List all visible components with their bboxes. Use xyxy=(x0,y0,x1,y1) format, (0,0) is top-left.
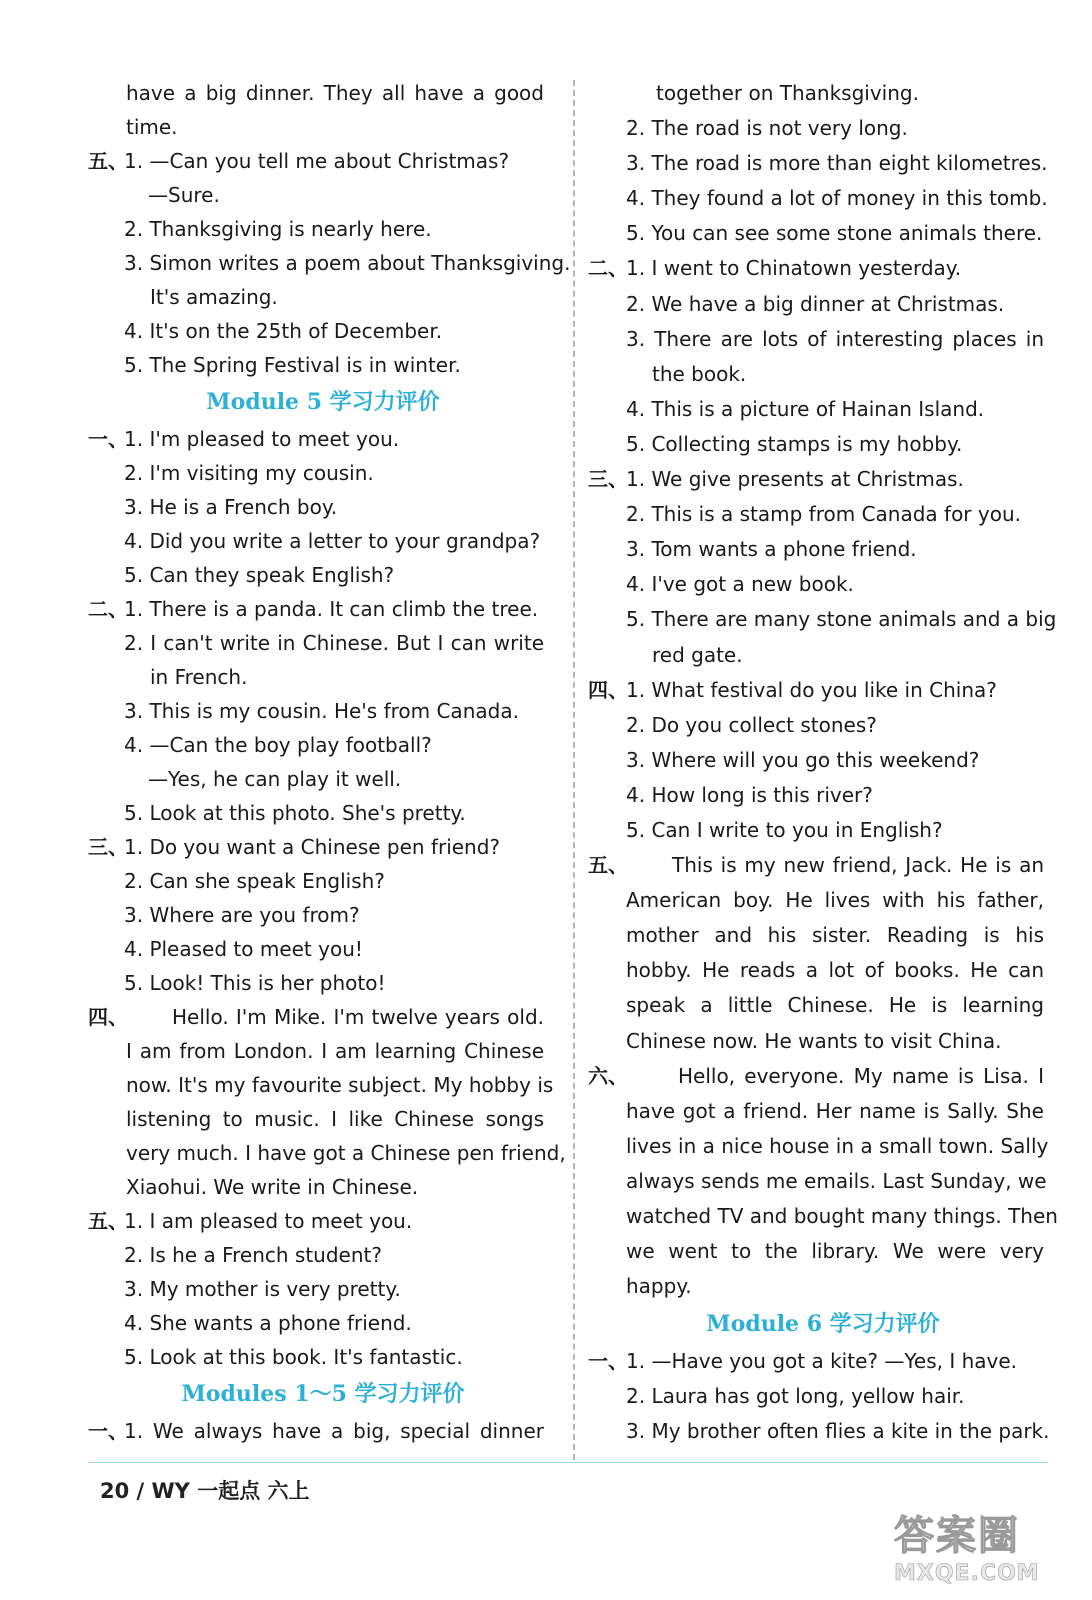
answer-line xyxy=(88,660,558,694)
section-heading: Module 5 学习力评价 xyxy=(206,389,440,415)
answer-text: 1. Do you want a Chinese pen friend? xyxy=(124,835,501,859)
answer-text: Xiaohui. We write in Chinese. xyxy=(126,1175,419,1199)
answer-line xyxy=(88,1136,566,1170)
answer-text: 4. She wants a phone friend. xyxy=(124,1311,412,1335)
answer-line xyxy=(588,1414,1058,1449)
answer-text: have got a friend. Her name is Sally. She xyxy=(626,1098,1044,1123)
answer-text: 1. —Can you tell me about Christmas? xyxy=(124,149,510,173)
answer-text: mother and his sister. Reading is his xyxy=(626,923,1044,948)
answer-line xyxy=(588,813,1058,848)
answer-line xyxy=(588,1164,1058,1199)
question-marker: 一、 xyxy=(88,427,128,451)
question-marker: 二、 xyxy=(88,597,128,621)
answer-line xyxy=(88,558,558,592)
answer-text: 1. What festival do you like in China? xyxy=(626,677,997,702)
answer-text: together on Thanksgiving. xyxy=(656,81,919,105)
answer-line xyxy=(88,728,558,762)
answer-line xyxy=(588,988,1058,1023)
answer-line xyxy=(588,1129,1058,1164)
answer-text: Hello, everyone. My name is Lisa. I xyxy=(678,1063,1044,1088)
answer-line xyxy=(588,743,1058,778)
answer-line xyxy=(88,1068,558,1102)
answer-text: —Yes, he can play it well. xyxy=(148,767,402,791)
answer-line xyxy=(88,422,558,456)
section-heading: Module 6 学习力评价 xyxy=(706,1311,940,1338)
answer-text: always sends me emails. Last Sunday, we xyxy=(626,1168,1047,1193)
question-marker: 三、 xyxy=(588,467,628,492)
answer-text: 4. How long is this river? xyxy=(626,782,873,807)
answer-line xyxy=(88,966,558,1000)
answer-line xyxy=(588,778,1058,813)
answer-line xyxy=(588,1379,1058,1414)
answer-text: 4. Did you write a letter to your grandpa? xyxy=(124,529,541,553)
answer-text: have a big dinner. They all have a good xyxy=(126,81,544,105)
answer-text: 3. He is a French boy. xyxy=(124,495,338,519)
answer-line xyxy=(88,456,558,490)
answer-line xyxy=(588,567,1058,602)
answer-line xyxy=(588,111,1058,146)
answer-text: 2. Can she speak English? xyxy=(124,869,385,893)
answer-line xyxy=(588,918,1058,953)
answer-line xyxy=(88,864,558,898)
answer-text: speak a little Chinese. He is learning xyxy=(626,993,1044,1018)
answer-text: 5. The Spring Festival is in winter. xyxy=(124,353,461,377)
answer-text: now. It's my favourite subject. My hobby is xyxy=(126,1073,554,1097)
answer-line xyxy=(88,1340,558,1374)
answer-text: the book. xyxy=(652,361,747,386)
answer-line xyxy=(588,146,1058,181)
answer-text: hobby. He reads a lot of books. He can xyxy=(626,958,1044,983)
answer-line xyxy=(588,953,1058,988)
answer-line xyxy=(588,1234,1058,1269)
answer-line xyxy=(88,144,558,178)
answer-text: 2. Thanksgiving is nearly here. xyxy=(124,217,432,241)
answer-line xyxy=(588,181,1058,216)
answer-line xyxy=(88,1034,558,1068)
watermark-logo xyxy=(894,1504,1064,1596)
answer-text: 3. There are lots of interesting places in xyxy=(626,326,1044,351)
answer-line xyxy=(88,898,558,932)
answer-text: 3. The road is more than eight kilometres. xyxy=(626,151,1048,176)
answer-line xyxy=(88,1238,558,1272)
section-heading: Modules 1～5 学习力评价 xyxy=(181,1381,465,1407)
answer-text: time. xyxy=(126,115,178,139)
question-marker: 五、 xyxy=(588,853,628,878)
left-column xyxy=(88,76,571,1448)
answer-text: 2. I'm visiting my cousin. xyxy=(124,461,374,485)
answer-line xyxy=(588,76,1058,111)
answer-text: 1. We give presents at Christmas. xyxy=(626,467,964,492)
page-footer: 20 / WY 一起点 六上 xyxy=(100,1479,310,1503)
column-divider xyxy=(573,80,575,1460)
answer-line xyxy=(588,1344,1058,1379)
answer-text: 2. Is he a French student? xyxy=(124,1243,382,1267)
answer-line xyxy=(88,76,558,110)
answer-line xyxy=(88,932,558,966)
answer-text: 2. Do you collect stones? xyxy=(626,712,877,737)
answer-text: 3. This is my cousin. He's from Canada. xyxy=(124,699,519,723)
answer-line xyxy=(88,796,558,830)
answer-line xyxy=(588,497,1058,532)
answer-text: 4. Pleased to meet you! xyxy=(124,937,363,961)
answer-line xyxy=(88,1102,558,1136)
answer-line xyxy=(88,110,558,144)
answer-text: 5. Look! This is her photo! xyxy=(124,971,386,995)
answer-text: red gate. xyxy=(652,642,743,667)
watermark-url: MXQE.COM xyxy=(894,1561,1040,1586)
answer-text: 4. This is a picture of Hainan Island. xyxy=(626,396,985,421)
answer-line xyxy=(588,1199,1058,1234)
footer-rule xyxy=(88,1462,1048,1463)
answer-line xyxy=(588,216,1058,251)
answer-text: 4. —Can the boy play football? xyxy=(124,733,432,757)
answer-line xyxy=(588,462,1058,497)
question-marker: 三、 xyxy=(88,835,128,859)
answer-text: 5. There are many stone animals and a big xyxy=(626,607,1057,632)
answer-line xyxy=(588,251,1058,286)
answer-text: 1. —Have you got a kite? —Yes, I have. xyxy=(626,1349,1018,1374)
answer-line xyxy=(88,1000,558,1034)
answer-text: 1. I went to Chinatown yesterday. xyxy=(626,256,962,281)
answer-line xyxy=(588,1269,1058,1304)
answer-text: listening to music. I like Chinese songs xyxy=(126,1107,544,1131)
answer-text: Hello. I'm Mike. I'm twelve years old. xyxy=(172,1005,544,1029)
answer-text: 1. I am pleased to meet you. xyxy=(124,1209,413,1233)
answer-line xyxy=(588,532,1058,567)
answer-line xyxy=(588,883,1058,918)
answer-text: 5. Collecting stamps is my hobby. xyxy=(626,431,963,456)
answer-text: 5. Can they speak English? xyxy=(124,563,395,587)
answer-line xyxy=(88,314,558,348)
question-marker: 一、 xyxy=(588,1349,628,1374)
answer-text: This is my new friend, Jack. He is an xyxy=(672,853,1044,878)
answer-text: we went to the library. We were very xyxy=(626,1239,1044,1264)
answer-text: 5. Can I write to you in English? xyxy=(626,817,943,842)
answer-text: 2. This is a stamp from Canada for you. xyxy=(626,502,1021,527)
question-marker: 五、 xyxy=(88,1209,128,1233)
question-marker: 四、 xyxy=(88,1005,128,1029)
answer-text: 3. Where are you from? xyxy=(124,903,360,927)
answer-line xyxy=(88,490,558,524)
answer-line xyxy=(88,626,558,660)
answer-text: —Sure. xyxy=(148,183,220,207)
answer-line xyxy=(88,1306,558,1340)
answer-text: happy. xyxy=(626,1274,692,1299)
answer-line xyxy=(588,1059,1058,1094)
answer-text: It's amazing. xyxy=(150,285,278,309)
answer-line xyxy=(88,178,558,212)
question-marker: 一、 xyxy=(88,1419,128,1443)
answer-line xyxy=(588,638,1058,673)
answer-text: 5. You can see some stone animals there. xyxy=(626,221,1043,246)
answer-line xyxy=(88,762,558,796)
question-marker: 五、 xyxy=(88,149,128,173)
answer-line xyxy=(88,830,558,864)
answer-text: 3. My mother is very pretty. xyxy=(124,1277,401,1301)
answer-text: American boy. He lives with his father, xyxy=(626,888,1044,913)
answer-line xyxy=(588,708,1058,743)
answer-text: 1. There is a panda. It can climb the tree. xyxy=(124,597,539,621)
answer-text: 4. They found a lot of money in this tomb. xyxy=(626,186,1048,211)
answer-text: 1. We always have a big, special dinner xyxy=(124,1419,544,1443)
answer-text: 2. The road is not very long. xyxy=(626,116,908,141)
answer-line xyxy=(88,592,558,626)
answer-line xyxy=(88,1204,558,1238)
watermark-title: 答案圈 xyxy=(894,1512,1020,1559)
answer-text: 3. Tom wants a phone friend. xyxy=(626,537,917,562)
answer-line xyxy=(88,280,558,314)
answer-line xyxy=(588,673,1058,708)
question-marker: 二、 xyxy=(588,256,628,281)
answer-line xyxy=(88,246,571,280)
answer-text: watched TV and bought many things. Then xyxy=(626,1204,1058,1228)
answer-line xyxy=(588,1094,1058,1129)
answer-text: 5. Look at this photo. She's pretty. xyxy=(124,801,466,825)
answer-line xyxy=(88,524,558,558)
answer-line xyxy=(88,1170,558,1204)
answer-text: 3. Simon writes a poem about Thanksgiving. xyxy=(124,251,571,275)
answer-text: 2. Laura has got long, yellow hair. xyxy=(626,1384,965,1409)
answer-line xyxy=(88,212,558,246)
answer-text: 2. We have a big dinner at Christmas. xyxy=(626,291,1005,316)
answer-line xyxy=(88,1272,558,1306)
answer-text: I am from London. I am learning Chinese xyxy=(126,1039,544,1063)
answer-text: 3. My brother often flies a kite in the park. xyxy=(626,1419,1050,1444)
answer-line xyxy=(588,427,1058,462)
answer-line xyxy=(588,357,1058,392)
answer-line xyxy=(88,694,558,728)
question-marker: 四、 xyxy=(588,677,628,702)
right-column xyxy=(588,76,1058,1450)
answer-text: 5. Look at this book. It's fantastic. xyxy=(124,1345,463,1369)
answer-line xyxy=(88,348,558,382)
answer-line xyxy=(588,322,1058,357)
answer-text: 3. Where will you go this weekend? xyxy=(626,747,980,772)
answer-text: 4. I've got a new book. xyxy=(626,572,854,597)
answer-line xyxy=(88,1414,558,1448)
answer-line xyxy=(588,287,1058,322)
answer-text: in French. xyxy=(150,665,248,689)
answer-text: 2. I can't write in Chinese. But I can write xyxy=(124,631,544,655)
answer-line xyxy=(588,602,1058,637)
answer-line xyxy=(588,848,1058,883)
answer-text: 1. I'm pleased to meet you. xyxy=(124,427,400,451)
answer-text: Chinese now. He wants to visit China. xyxy=(626,1028,1002,1053)
answer-line xyxy=(588,1024,1058,1059)
answer-text: very much. I have got a Chinese pen friend, xyxy=(126,1141,566,1165)
answer-text: 4. It's on the 25th of December. xyxy=(124,319,443,343)
answer-text: lives in a nice house in a small town. Sally xyxy=(626,1133,1049,1158)
question-marker: 六、 xyxy=(588,1063,628,1088)
answer-line xyxy=(588,392,1058,427)
